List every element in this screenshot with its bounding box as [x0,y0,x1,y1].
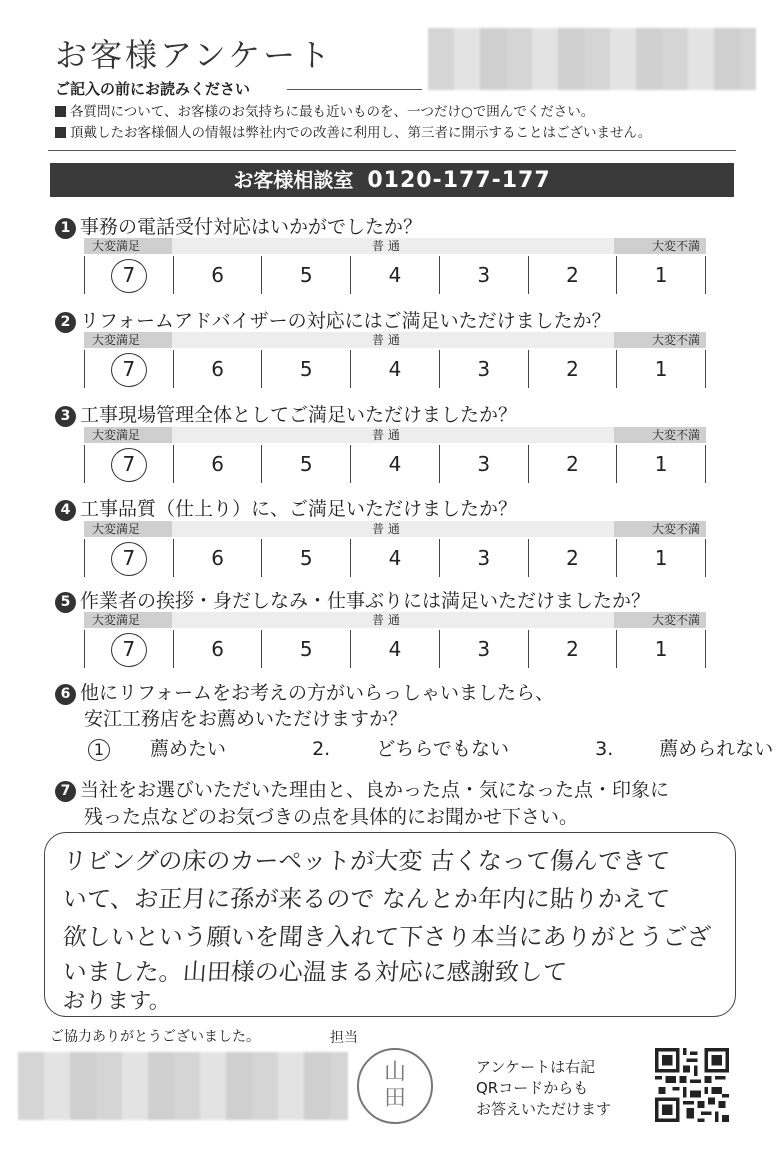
rating-option-6[interactable]: 6 [173,539,262,577]
scale-label-worst: 大変不満 [651,428,700,442]
question-6 [55,678,554,705]
rating-option-2[interactable]: 2 [528,630,617,668]
question-5 [55,586,650,613]
rating-option-7[interactable] [84,539,173,577]
customer-support-banner [50,163,734,197]
scale-label-best: 大変満足 [92,333,141,347]
rating-option-5[interactable]: 5 [261,256,350,294]
support-label: お客様相談室 [233,168,354,192]
rating-option-1[interactable]: 1 [616,539,706,577]
rating-option-3[interactable]: 3 [439,256,528,294]
rating-option-5[interactable]: 5 [261,445,350,483]
scale-label-best: 大変満足 [92,613,141,627]
rating-option-6[interactable]: 6 [173,350,262,388]
rating-option-3[interactable]: 3 [439,630,528,668]
rating-option-1[interactable]: 1 [616,350,706,388]
question-5-text: 作業者の挨拶・身だしなみ・仕事ぶりには満足いただけましたか？ [80,590,651,612]
instruction-note [55,100,594,120]
rating-option-2[interactable]: 2 [528,539,617,577]
question-7-line-2: 残った点などのお気づきの点を具体的にお聞かせ下さい。 [84,806,579,828]
rating-option-7[interactable] [84,350,173,388]
question-2 [55,306,611,333]
scale-label-neutral: 普 通 [372,428,400,442]
option-neutral-num: 2. [312,738,331,760]
rating-scale-1 [84,238,706,296]
question-3 [55,400,517,427]
handwritten-line: 欲しいという願いを聞き入れて下さり本当にありがとうござ [61,923,712,951]
rating-option-6[interactable]: 6 [173,630,262,668]
rating-scale-2 [84,332,706,390]
scale-label-neutral: 普 通 [372,613,400,627]
question-1 [55,212,422,239]
question-7 [55,775,669,802]
qr-text-line: お答えいただけます [476,1100,612,1118]
question-1-text: 事務の電話受付対応はいかがでしたか？ [80,216,423,238]
scale-label-neutral: 普 通 [372,239,400,253]
selected-rating: 7 [111,633,147,667]
qr-text-line: QRコードからも [476,1079,589,1097]
selected-option-circle: 1 [88,739,110,761]
option-recommend[interactable] [88,738,266,760]
rating-option-6[interactable]: 6 [173,256,262,294]
question-number-7: 7 [55,781,76,802]
staff-seal [357,1048,433,1124]
selected-rating: 7 [111,542,147,576]
question-3-text: 工事現場管理全体としてご満足いただけましたか？ [80,404,518,426]
comment-box[interactable] [44,832,736,1017]
rating-option-2[interactable]: 2 [528,350,617,388]
question-6-line-2: 安江工務店をお薦めいただけますか？ [84,708,408,730]
scale-label-neutral: 普 通 [372,522,400,536]
rating-options [84,256,706,294]
staff-label: 担当 [330,1030,358,1046]
heading-rule [287,89,422,90]
selected-rating: 7 [111,353,147,387]
qr-text-line: アンケートは右記 [476,1058,596,1076]
redacted-area-top [428,28,756,90]
scale-label-worst: 大変不満 [651,613,700,627]
rating-scale-5 [84,612,706,670]
option-recommend-label: 薦めたい [150,738,227,760]
rating-option-7[interactable] [84,630,173,668]
rating-options [84,350,706,388]
selected-rating: 7 [111,259,147,293]
rating-option-4[interactable]: 4 [350,539,439,577]
rating-option-4[interactable]: 4 [350,445,439,483]
rating-option-7[interactable] [84,256,173,294]
rating-options [84,445,706,483]
rating-option-4[interactable]: 4 [350,256,439,294]
question-number-3: 3 [55,406,76,427]
survey-title: お客様アンケート [55,36,334,74]
divider [48,150,736,151]
instructions-heading: ご記入の前にお読みください [55,80,251,98]
scale-label-worst: 大変不満 [651,522,700,536]
scale-label-worst: 大変不満 [651,239,700,253]
square-bullet-icon [55,127,66,138]
qr-instructions [476,1057,611,1120]
support-phone: 0120-177-177 [367,168,551,193]
redacted-area-bottom [18,1052,348,1120]
rating-option-3[interactable]: 3 [439,445,528,483]
rating-option-4[interactable]: 4 [350,630,439,668]
scale-label-worst: 大変不満 [651,333,700,347]
option-neutral[interactable] [312,738,549,760]
rating-option-4[interactable]: 4 [350,350,439,388]
seal-char: 山 [383,1060,406,1085]
rating-option-3[interactable]: 3 [439,539,528,577]
handwritten-line: いました。山田様の心温まる対応に感謝致して [61,958,568,986]
rating-options [84,630,706,668]
handwritten-line: おります。 [61,989,172,1014]
question-number-6: 6 [55,684,76,705]
handwritten-line: いて、お正月に孫が来るので なんとか年内に貼りかえて [61,885,671,913]
scale-label-neutral: 普 通 [372,333,400,347]
question-4-text: 工事品質（仕上り）に、ご満足いただけましたか？ [80,498,518,520]
scale-label-best: 大変満足 [92,428,141,442]
rating-option-2[interactable]: 2 [528,445,617,483]
question-2-text: リフォームアドバイザーの対応にはご満足いただけましたか？ [80,310,611,332]
question-4 [55,494,517,521]
option-neutral-label: どちらでもない [376,738,510,760]
scale-label-best: 大変満足 [92,522,141,536]
thanks-text: ご協力ありがとうございました。 [50,1029,260,1045]
privacy-note-text: 頂戴したお客様個人の情報は弊社内での改善に利用し、第三者に開示することはございません。 [70,125,652,141]
scale-label-best: 大変満足 [92,239,141,253]
selected-rating: 7 [111,448,147,482]
question-7-line-1: 当社をお選びいただいた理由と、良かった点・気になった点・印象に [80,779,670,801]
rating-scale-4 [84,521,706,579]
rating-scale-3 [84,427,706,485]
rating-option-5[interactable]: 5 [261,350,350,388]
rating-option-7[interactable] [84,445,173,483]
question-number-2: 2 [55,312,76,333]
recommend-options [88,734,783,761]
seal-char: 田 [383,1086,406,1111]
question-number-5: 5 [55,592,76,613]
question-number-4: 4 [55,500,76,521]
option-not-recommend-label: 薦められない [659,738,774,760]
rating-option-5[interactable]: 5 [261,539,350,577]
privacy-note [55,121,651,141]
qr-code-icon[interactable] [655,1048,729,1122]
rating-option-1[interactable]: 1 [616,630,706,668]
rating-option-3[interactable]: 3 [439,350,528,388]
rating-option-1[interactable]: 1 [616,445,706,483]
question-6-line-1: 他にリフォームをお考えの方がいらっしゃいましたら、 [80,682,555,704]
rating-option-2[interactable]: 2 [528,256,617,294]
handwritten-line: リビングの床のカーペットが大変 古くなって傷んできて [61,847,671,875]
rating-option-5[interactable]: 5 [261,630,350,668]
instruction-note-text: 各質問について、お客様のお気持ちに最も近いものを、一つだけ○で囲んでください。 [70,104,595,120]
rating-options [84,539,706,577]
option-not-recommend[interactable] [595,738,783,760]
rating-option-6[interactable]: 6 [173,445,262,483]
rating-option-1[interactable]: 1 [616,256,706,294]
square-bullet-icon [55,106,66,117]
option-not-recommend-num: 3. [595,738,614,760]
question-number-1: 1 [55,218,76,239]
